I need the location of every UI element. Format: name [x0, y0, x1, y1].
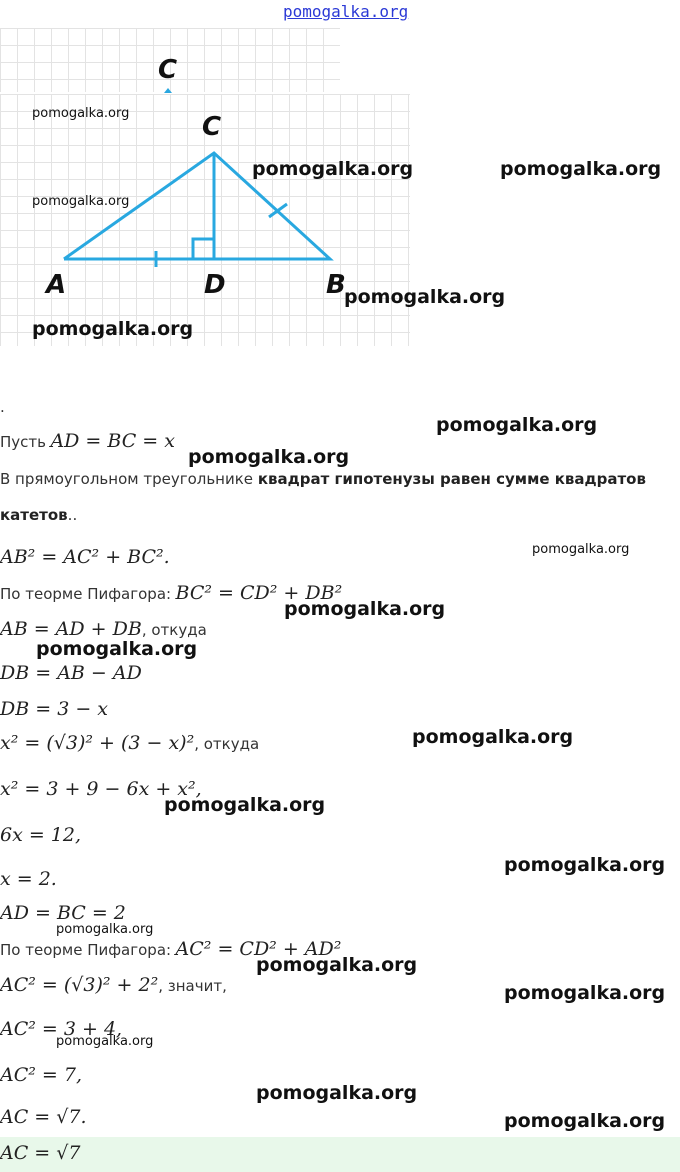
- watermark: pomogalka.org: [36, 638, 198, 660]
- ac2-sub-line: [0, 974, 227, 996]
- label-c: C: [202, 112, 222, 142]
- otkuda-2: , откуда: [194, 735, 260, 753]
- rule-line-1: [0, 470, 646, 488]
- eq-ab2: AB² = AC² + BC².: [0, 546, 170, 568]
- eq-db-val: DB = 3 − x: [0, 698, 108, 720]
- eq-6x: 6x = 12,: [0, 824, 82, 846]
- watermark: pomogalka.org: [344, 286, 506, 308]
- x2-line: [0, 732, 259, 754]
- watermark: pomogalka.org: [256, 1082, 418, 1104]
- answer-box: [0, 1137, 680, 1172]
- eq-ad-bc: AD = BC = 2: [0, 902, 126, 924]
- watermark: pomogalka.org: [32, 194, 130, 209]
- rule-bold-1: квадрат гипотенузы равен сумме квадратов: [257, 470, 646, 488]
- eq-expand: x² = 3 + 9 − 6x + x²,: [0, 778, 202, 800]
- label-d: D: [204, 270, 226, 300]
- watermark: pomogalka.org: [188, 446, 350, 468]
- eq-ac2-val: AC² = 7,: [0, 1064, 83, 1086]
- watermark: pomogalka.org: [504, 854, 666, 876]
- watermark: pomogalka.org: [32, 106, 130, 121]
- let-math: AD = BC = x: [50, 430, 175, 452]
- partial-label-c: C: [158, 55, 178, 85]
- watermark: pomogalka.org: [164, 794, 326, 816]
- watermark: pomogalka.org: [252, 158, 414, 180]
- watermark: pomogalka.org: [284, 598, 446, 620]
- eq-ac2-sub: AC² = (√3)² + 2²: [0, 974, 159, 996]
- watermark: pomogalka.org: [412, 726, 574, 748]
- rule-bold-2: катетов: [0, 506, 68, 524]
- eq-bc2: BC² = CD² + DB²: [175, 582, 343, 604]
- rule-line-2: [0, 506, 77, 524]
- stray-dot: .: [0, 398, 5, 416]
- watermark: pomogalka.org: [500, 158, 662, 180]
- let-line: [0, 430, 175, 452]
- answer-text: AC = √7: [0, 1142, 81, 1164]
- triangle-figure: [0, 94, 410, 346]
- watermark: pomogalka.org: [504, 982, 666, 1004]
- partial-figure-top: [150, 48, 190, 98]
- ab-sum-line: [0, 618, 207, 640]
- watermark: pomogalka.org: [532, 542, 630, 557]
- eq-x2: x² = (√3)² + (3 − x)²: [0, 732, 195, 754]
- otkuda-1: , откуда: [141, 621, 207, 639]
- watermark: pomogalka.org: [56, 1034, 154, 1049]
- eq-x: x = 2.: [0, 868, 57, 890]
- watermark: pomogalka.org: [32, 318, 194, 340]
- eq-db: DB = AB − AD: [0, 662, 142, 684]
- right-angle-mark: [193, 239, 214, 259]
- pyth-prefix-2: По теорме Пифагора:: [0, 941, 172, 959]
- rule-end: ..: [67, 506, 78, 524]
- eq-ac2-sum: AC² = 3 + 4,: [0, 1018, 123, 1040]
- watermark: pomogalka.org: [504, 1110, 666, 1132]
- znachit: , значит,: [158, 977, 227, 995]
- pyth-prefix: По теорме Пифагора:: [0, 585, 172, 603]
- watermark: pomogalka.org: [256, 954, 418, 976]
- rule-prefix: В прямоугольном треугольнике: [0, 470, 258, 488]
- eq-ac: AC = √7.: [0, 1106, 87, 1128]
- let-prefix: Пусть: [0, 433, 46, 451]
- label-a: A: [46, 270, 67, 300]
- label-b: B: [326, 270, 346, 300]
- watermark: pomogalka.org: [436, 414, 598, 436]
- eq-ab-sum: AB = AD + DB: [0, 618, 142, 640]
- top-watermark-link[interactable]: pomogalka.org: [283, 2, 409, 21]
- eq-ac2-pyth: AC² = CD² + AD²: [175, 938, 342, 960]
- watermark: pomogalka.org: [56, 922, 154, 937]
